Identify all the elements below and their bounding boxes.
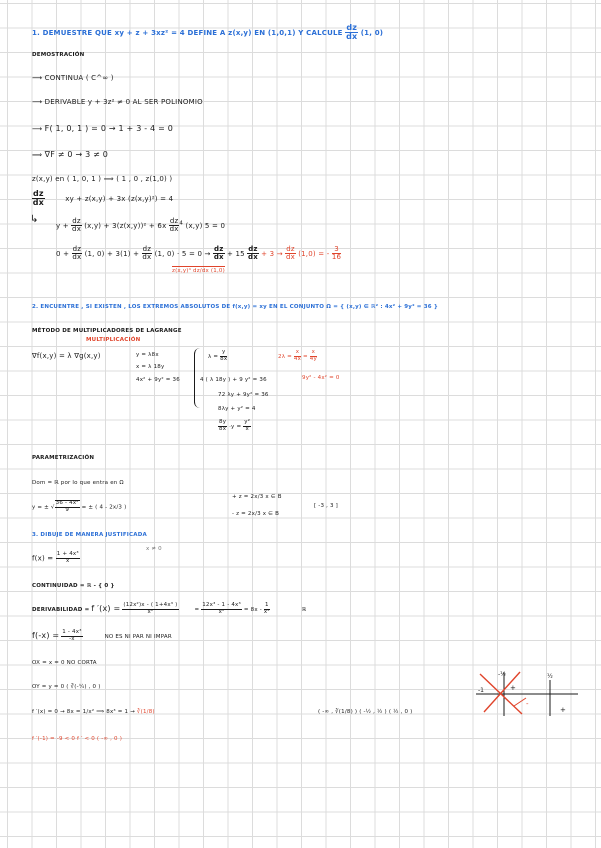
dzdx-fraction [213, 246, 225, 262]
ex3-deriv: DERIVABILIDAD = f ′(x) = $\frac{\text{(12x²)x - ( 1+4x³ )}}{\text{x²}}$ = $\frac{\text{12x³ - 1 - 4x³}}{\text{x²}}$ = 8x - $\frac{1}{\text{x²}}$ ℝ [32, 602, 307, 615]
frac-den: 8x [219, 425, 227, 432]
y-eq-rest: = ± ( 4 - 2x/3 ) [81, 504, 127, 511]
fx-fraction [56, 552, 80, 565]
l2-mid: (1, 0) + 3(1) + [84, 249, 140, 258]
frac-num: 36 - 4x² [55, 500, 79, 506]
graph-label: -1 [478, 687, 484, 694]
double-arrow-icon: ⟹ [32, 151, 45, 159]
ex1-underbrace [172, 266, 225, 274]
ex2-step4 [218, 420, 251, 433]
ex2-param-label: PARAMETRIZACIÓN [32, 455, 95, 461]
ex2-sys3: 4x² + 9y² = 36 [136, 377, 180, 383]
frac-num: 1 - 4x³ [62, 629, 82, 635]
ex2-step2: 72 λy + 9y² = 36 [218, 392, 269, 398]
ex1-dzdx-line [32, 190, 173, 208]
frac-num: 12x³ - 1 - 4x³ [202, 602, 241, 608]
ex2-red-eq1 [278, 350, 317, 363]
ex2-branch2: - z = 2x/3 x ∈ B [232, 511, 280, 517]
deriv-R: ℝ [301, 606, 307, 613]
ex2-lambda [208, 350, 227, 363]
ex3-ox: OX = x = 0 NO CORTA [32, 660, 97, 666]
underbrace-label: z(x,y)⁴ [172, 268, 192, 274]
graph-label: -½ [498, 671, 506, 678]
arrow-icon: ⟶ [32, 125, 45, 133]
frac-num: y [222, 349, 226, 355]
ex2-red-eq2: 9y² - 4x² = 0 [302, 375, 340, 381]
l2-red: + 3 → [261, 249, 283, 258]
hook-arrow-icon: ↳ [30, 214, 39, 225]
lambda-label: λ = [208, 353, 219, 360]
frac-num: 1 + 4x³ [56, 551, 79, 557]
frac-num: dz [142, 245, 152, 253]
frac-num: dz [248, 245, 258, 253]
l2-pre: 0 + [56, 249, 70, 258]
frac-num: x [311, 349, 316, 355]
answer-fraction [332, 246, 341, 262]
frac-den: 16 [331, 253, 342, 262]
frac-den: 9 [65, 506, 70, 513]
ex1-feval-line [32, 124, 173, 133]
frac-num: dz [72, 245, 82, 253]
l1-end: (x,y) 5 = 0 [185, 221, 226, 230]
frac-den: dx [213, 253, 224, 262]
fx-label: f(x) = [32, 554, 54, 563]
frac-num: dz [214, 245, 224, 253]
graph-tick [514, 698, 526, 706]
ex1-demo-label: DEMOSTRACIÓN [32, 52, 85, 58]
l1-mid: (x,y) + 3(z(x,y))² + 6x [84, 221, 167, 230]
deriv-fraction-2 [201, 603, 242, 616]
frac-num: dz [286, 245, 295, 253]
frac-num: 3 [332, 246, 341, 254]
ex1-title [32, 24, 383, 42]
dzdx-fraction [32, 190, 45, 208]
red-frac-a [294, 350, 301, 363]
fneg-note: NO ES NI PAR NI IMPAR [104, 633, 172, 640]
crit-text: f ′(x) = 0 → 8x = 1/x² ⟹ 8x³ = 1 → [32, 709, 135, 715]
frac-den: x² [218, 608, 225, 615]
sign-graph [470, 668, 582, 724]
ex3-fx [32, 552, 80, 565]
dzdx-fraction-red [285, 246, 296, 262]
ex2-step3: 8λy + y² = 4 [218, 406, 256, 412]
ex3-crit [32, 709, 155, 715]
frac-den: dx [169, 225, 179, 234]
l2-red2: (1,0) = - [298, 249, 330, 258]
y-eq-label: y = ± [32, 504, 49, 511]
ex2-grad-eq: ∇f(x,y) = λ ∇g(x,y) [32, 352, 101, 360]
graph-sign: + [510, 684, 516, 692]
arrow-icon: ⟶ [32, 74, 45, 82]
deriv-label: DERIVABILIDAD = [32, 606, 90, 613]
ex2-sys1: y = λ8x [136, 352, 159, 358]
ex3-oy: OY = y = 0 ( ∛(-¼) , 0 ) [32, 684, 101, 690]
fneg-label: f(-x) = [32, 630, 60, 640]
ex1-grad-text: ∇F ≠ 0 → 3 ≠ 0 [44, 150, 109, 159]
ex1-title-point: (1, 0) [360, 28, 384, 37]
frac-den: dx [72, 253, 82, 262]
ex3-fx-note: x ≠ 0 [146, 546, 162, 552]
frac-num: x [295, 349, 300, 355]
frac-num: y² [244, 419, 251, 425]
sqrt-icon: √ [50, 504, 55, 511]
step4-frac-left [218, 420, 227, 433]
frac-den: dx [346, 32, 358, 42]
ex2-method-sub: MULTIPLICACIÓN [86, 337, 141, 343]
deriv-fraction [122, 603, 178, 616]
fneg-fraction [61, 630, 82, 643]
ex1-title-text: 1. DEMUESTRE QUE xy + z + 3xz² = 4 DEFINE A z(x,y) EN (1,0,1) Y CALCULE [32, 28, 343, 37]
frac-den: dx [32, 198, 45, 208]
frac-num: 8y [219, 419, 227, 425]
ex1-continua-line [32, 74, 114, 82]
ex1-deriv-line2 [56, 246, 341, 262]
frac-den: x² [147, 608, 154, 615]
graph-label: ½ [547, 673, 553, 680]
deriv-f: f ′(x) = [91, 603, 121, 613]
dzdx-fraction [142, 246, 153, 262]
l1-exp: 4 [179, 220, 184, 227]
graph-sign: - [526, 700, 529, 708]
ex1-eq-base: xy + z(x,y) + 3x (z(x,y)²) = 4 [65, 194, 174, 203]
dzdx-fraction [72, 246, 83, 262]
frac-den: 4y [309, 355, 317, 362]
frac-num: dz [169, 217, 179, 225]
ex1-deriv-line1 [56, 218, 225, 234]
l1-pre: y + [56, 221, 69, 230]
l2-mid3: + 15 [226, 249, 245, 258]
ex1-grad-line [32, 150, 108, 159]
ex2-branch1: + z = 2x/3 x ∈ B [232, 494, 282, 500]
frac-den: 4x [293, 355, 302, 362]
ex3-red-line: f ′(-1) = -9 < 0 f ′ < 0 ( -∞ , 0 ) [32, 736, 123, 742]
frac-den: x [66, 557, 70, 564]
ex2-method: MÉTODO DE MULTIPLICADORES DE LAGRANGE [32, 328, 182, 334]
ex3-intervals: ( -∞ , ∛(1/8) ) ( -½ , ½ ) ( ½ , 0 ) [318, 709, 413, 715]
frac-num: dz [33, 189, 44, 198]
ex1-feval-text: F( 1, 0, 1 ) = 0 → 1 + 3 - 4 = 0 [44, 124, 174, 133]
underbrace-frac: dz/dx (1,0) [193, 268, 225, 274]
ex2-sys2: x = λ 18y [136, 364, 165, 370]
frac-den: 8x [220, 355, 228, 362]
ex2-step1: 4 ( λ 18y ) + 9 y² = 36 [200, 377, 267, 383]
ex2-interval: [ -3 , 3 ] [314, 503, 339, 509]
frac-num: (12x²)x - ( 1+4x³ ) [123, 602, 178, 608]
sqrt-fraction [55, 500, 80, 514]
ex2-dom: Dom = ℝ por lo que entra en Ω [32, 480, 124, 486]
frac-den: dx [72, 225, 82, 234]
frac-den: dx [142, 253, 152, 262]
frac-num: 1 [264, 602, 269, 608]
ex1-continua-text: CONTINUA ( C^∞ ) [44, 74, 114, 82]
ex1-derivable-line [32, 98, 203, 106]
dzdx-fraction [247, 246, 259, 262]
ex3-cont: CONTINUIDAD = ℝ - { 0 } [32, 583, 115, 589]
red-frac-b [310, 350, 317, 363]
ex1-derivable-text: DERIVABLE y + 3z² ≠ 0 AL SER POLINOMIO [44, 98, 203, 106]
frac-num: dz [72, 217, 81, 225]
graph-sign: + [560, 706, 566, 714]
ex2-y-param [32, 500, 126, 514]
dzdx-fraction [71, 218, 82, 234]
deriv-res: = 8x - [243, 606, 262, 613]
arrow-icon: ⟶ [32, 98, 45, 106]
red-eq1-label: 2λ = [278, 353, 292, 360]
step4-text: ·y = [229, 423, 242, 430]
dzdx-fraction [169, 218, 180, 234]
frac-den: dx [286, 253, 295, 262]
ex3-fneg [32, 630, 172, 643]
frac-num: dz [346, 23, 358, 32]
ex1-title-fraction [345, 24, 358, 42]
l2-mid2: (1, 0) · 5 = 0 → [154, 249, 211, 258]
crit-root: ∛(1/8) [136, 709, 155, 715]
frac-den: dx [248, 253, 258, 262]
ex1-zxy-line: z(x,y) en ( 1, 0, 1 ) ⟹ ( 1 , 0 , z(1,0) ) [32, 175, 173, 183]
ex3-title: 3. DIBUJE DE MANERA JUSTIFICADA [32, 532, 147, 538]
lambda-fraction [220, 350, 227, 363]
ex2-title: 2. ENCUENTRE , SI EXISTEN , LOS EXTREMOS ABSOLUTOS DE f(x,y) = xy EN EL CONJUNTO Ω = { (x,y) ∈ ℝ² : 4x² + 9y² = 36 } [32, 304, 439, 310]
red-eq1-eq: = [302, 353, 308, 360]
frac-den: x [245, 425, 249, 432]
frac-den: x² [263, 608, 270, 615]
frac-den: -x [69, 635, 75, 642]
step4-frac-right [243, 420, 251, 433]
deriv-res-fraction [264, 603, 270, 616]
